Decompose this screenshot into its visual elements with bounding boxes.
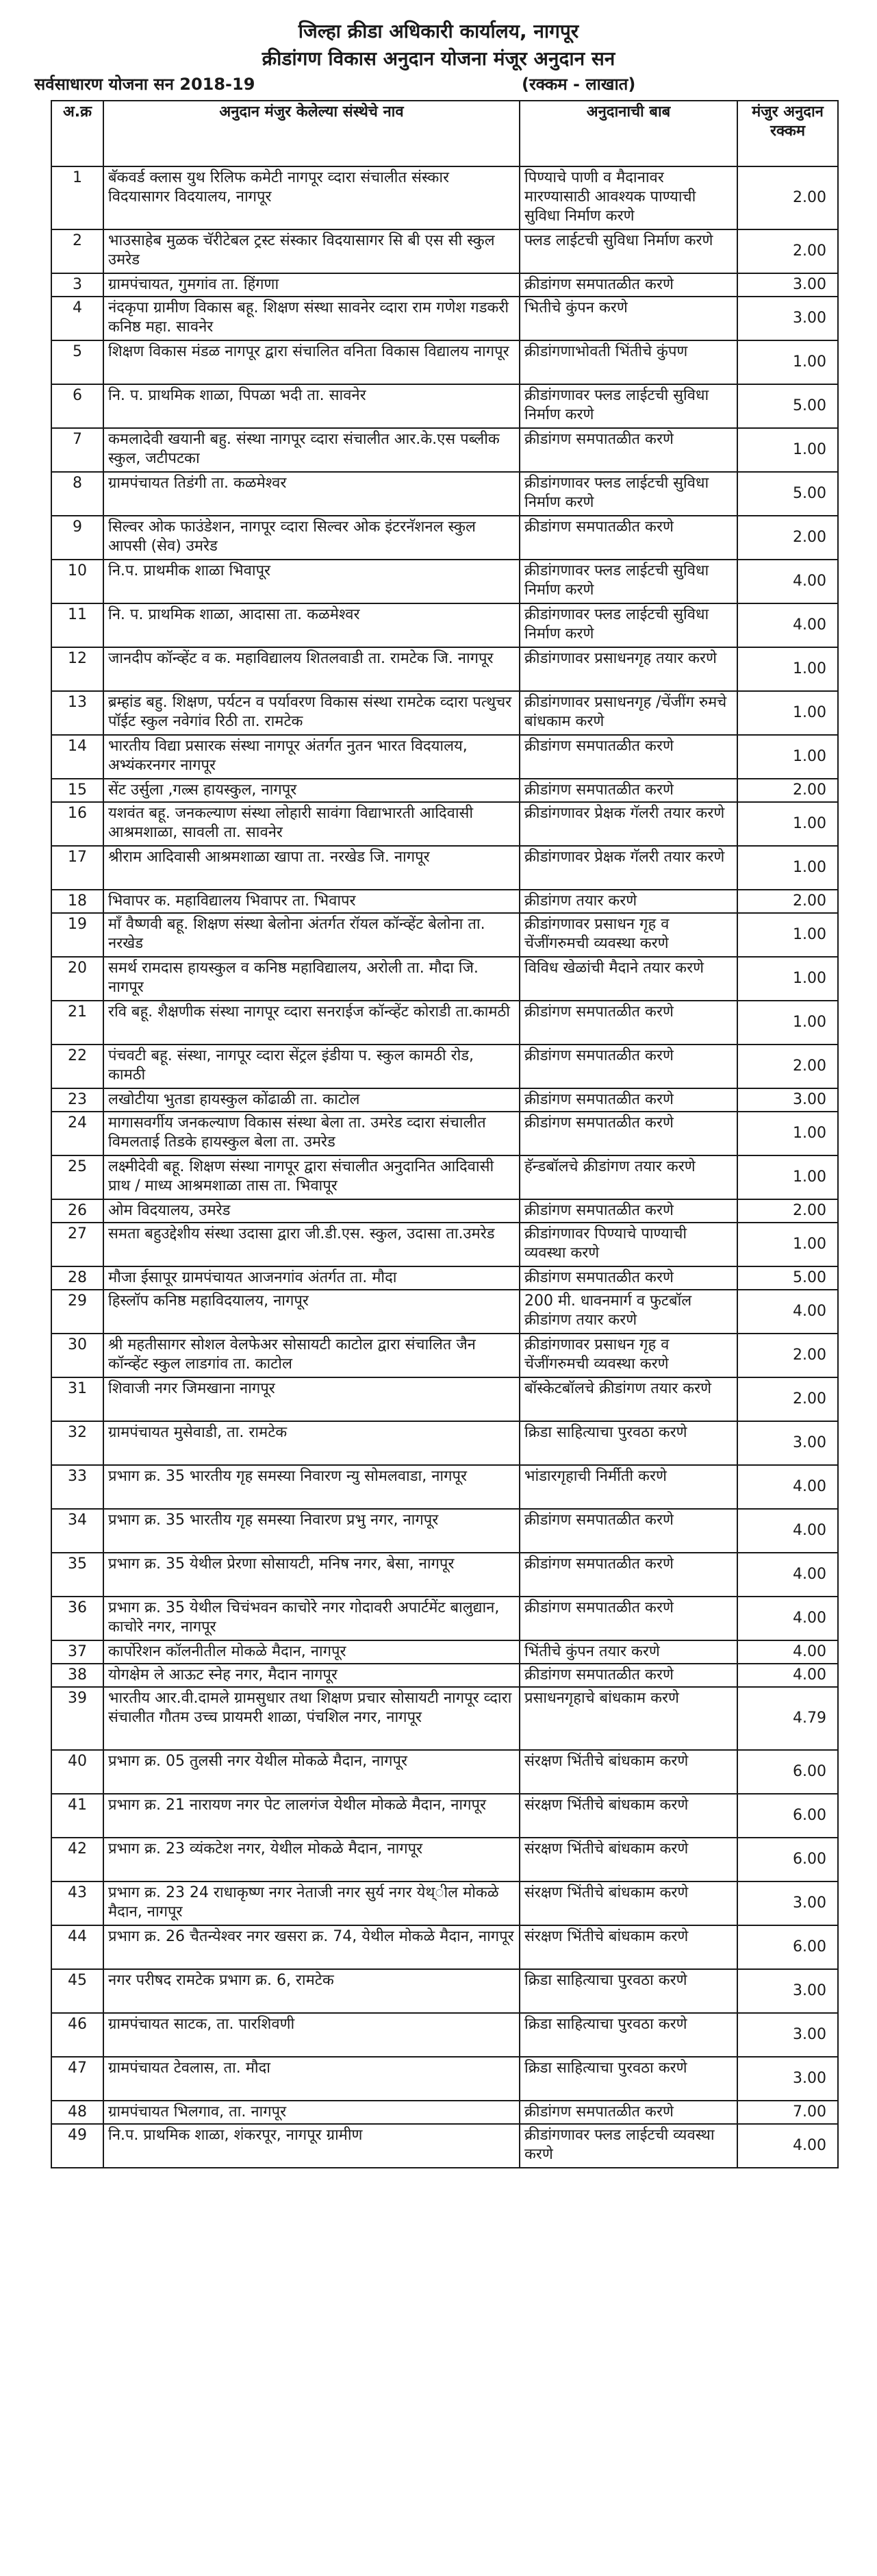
cell-serial: 27 bbox=[51, 1223, 103, 1266]
cell-grant-item: क्रीडांगण समपातळीत करणे bbox=[520, 1199, 737, 1223]
cell-amount: 1.00 bbox=[737, 1112, 838, 1155]
table-row bbox=[51, 1597, 838, 1640]
cell-amount: 1.00 bbox=[737, 340, 838, 384]
cell-grant-item: क्रीडांगण समपातळीत करणे bbox=[520, 1664, 737, 1687]
cell-amount: 5.00 bbox=[737, 1266, 838, 1290]
cell-institution: लक्ष्मीदेवी बहू. शिक्षण संस्था नागपूर द्वारा संचालीत अनुदानित आदिवासी प्राथ / माध्य आश्रमशाळा तास ता. भिवापूर bbox=[103, 1155, 520, 1199]
table-row bbox=[51, 2124, 838, 2168]
cell-amount: 2.00 bbox=[737, 166, 838, 229]
table-row bbox=[51, 957, 838, 1001]
table-row bbox=[51, 890, 838, 913]
cell-amount: 6.00 bbox=[737, 1925, 838, 1969]
cell-serial: 25 bbox=[51, 1155, 103, 1199]
cell-serial: 22 bbox=[51, 1045, 103, 1088]
cell-amount: 1.00 bbox=[737, 691, 838, 735]
table-row bbox=[51, 1377, 838, 1421]
cell-institution: प्रभाग क्र. 35 येथील प्रेरणा सोसायटी, मनिष नगर, बेसा, नागपूर bbox=[103, 1553, 520, 1597]
cell-serial: 17 bbox=[51, 846, 103, 890]
cell-institution: सेंट उर्सुला ,गल्र्स हायस्कुल, नागपूर bbox=[103, 779, 520, 802]
cell-grant-item: क्रीडांगणावर फ्लड लाईटची सुविधा निर्माण करणे bbox=[520, 603, 737, 647]
cell-institution: ग्रामपंचायत टेवलास, ता. मौदा bbox=[103, 2057, 520, 2101]
cell-grant-item: क्रीडांगण समपातळीत करणे bbox=[520, 1597, 737, 1640]
cell-amount: 5.00 bbox=[737, 384, 838, 428]
table-row bbox=[51, 1421, 838, 1465]
table-row bbox=[51, 384, 838, 428]
cell-grant-item: हॅन्डबॉलचे क्रीडांगण तयार करणे bbox=[520, 1155, 737, 1199]
amount-unit-label: (रक्कम - लाखात) bbox=[522, 75, 636, 94]
cell-institution: भारतीय विद्या प्रसारक संस्था नागपूर अंतर्गत नुतन भारत विदयालय, अभ्यंकरनगर नागपूर bbox=[103, 735, 520, 779]
cell-grant-item: संरक्षण भिंतीचे बांधकाम करणे bbox=[520, 1881, 737, 1925]
table-row bbox=[51, 166, 838, 229]
cell-amount: 3.00 bbox=[737, 1421, 838, 1465]
cell-serial: 44 bbox=[51, 1925, 103, 1969]
cell-institution: ग्रामपंचायत मुसेवाडी, ता. रामटेक bbox=[103, 1421, 520, 1465]
cell-grant-item: क्रीडांगणावर प्रसाधनगृह तयार करणे bbox=[520, 647, 737, 691]
cell-institution: माँ वैष्णवी बहू. शिक्षण संस्था बेलोना अंतर्गत रॉयल कॉन्व्हेंट बेलोना ता. नरखेड bbox=[103, 913, 520, 957]
title-line-1: जिल्हा क्रीडा अधिकारी कार्यालय, नागपूर bbox=[298, 20, 579, 42]
cell-grant-item: क्रीडांगण समपातळीत करणे bbox=[520, 1088, 737, 1112]
cell-serial: 36 bbox=[51, 1597, 103, 1640]
cell-grant-item: क्रिडा साहित्याचा पुरवठा करणे bbox=[520, 2013, 737, 2057]
cell-amount: 1.00 bbox=[737, 647, 838, 691]
cell-institution: प्रभाग क्र. 21 नारायण नगर पेट लालगंज येथील मोकळे मैदान, नागपूर bbox=[103, 1794, 520, 1838]
cell-grant-item: बॉस्केटबॉलचे क्रीडांगण तयार करणे bbox=[520, 1377, 737, 1421]
cell-grant-item: संरक्षण भिंतीचे बांधकाम करणे bbox=[520, 1838, 737, 1881]
column-header-serial: अ.क्र bbox=[51, 101, 103, 166]
cell-serial: 4 bbox=[51, 297, 103, 340]
cell-grant-item: क्रीडांगण समपातळीत करणे bbox=[520, 2101, 737, 2124]
cell-institution: ग्रामपंचायत साटक, ता. पारशिवणी bbox=[103, 2013, 520, 2057]
cell-institution: प्रभाग क्र. 23 व्यंकटेश नगर, येथील मोकळे मैदान, नागपूर bbox=[103, 1838, 520, 1881]
cell-institution: मौजा ईसापूर ग्रामपंचायत आजनगांव अंतर्गत ता. मौदा bbox=[103, 1266, 520, 1290]
table-row bbox=[51, 802, 838, 846]
cell-grant-item: क्रीडांगण समपातळीत करणे bbox=[520, 779, 737, 802]
cell-serial: 3 bbox=[51, 273, 103, 297]
cell-institution: प्रभाग क्र. 05 तुलसी नगर येथील मोकळे मैदान, नागपूर bbox=[103, 1750, 520, 1794]
table-row bbox=[51, 1664, 838, 1687]
cell-institution: योगक्षेम ले आऊट स्नेह नगर, मैदान नागपूर bbox=[103, 1664, 520, 1687]
cell-grant-item: भांडारगृहाची निर्मीती करणे bbox=[520, 1465, 737, 1509]
table-row bbox=[51, 913, 838, 957]
cell-institution: समता बहुउद्देशीय संस्था उदासा द्वारा जी.डी.एस. स्कुल, उदासा ता.उमरेड bbox=[103, 1223, 520, 1266]
cell-amount: 4.00 bbox=[737, 1640, 838, 1664]
cell-grant-item: क्रीडांगण तयार करणे bbox=[520, 890, 737, 913]
cell-institution: प्रभाग क्र. 26 चैतन्येश्वर नगर खसरा क्र. 74, येथील मोकळे मैदान, नागपूर bbox=[103, 1925, 520, 1969]
cell-institution: भारतीय आर.वी.दामले ग्रामसुधार तथा शिक्षण प्रचार सोसायटी नागपूर व्दारा संचालीत गौतम उच्च प्रायमरी शाळा, पंचशिल नगर, नागपूर bbox=[103, 1687, 520, 1750]
cell-amount: 2.00 bbox=[737, 516, 838, 560]
cell-grant-item: क्रीडांगणावर प्रेक्षक गॅलरी तयार करणे bbox=[520, 846, 737, 890]
cell-amount: 4.00 bbox=[737, 1509, 838, 1553]
cell-grant-item: क्रीडांगणावर पिण्याचे पाण्याची व्यवस्था करणे bbox=[520, 1223, 737, 1266]
cell-amount: 6.00 bbox=[737, 1794, 838, 1838]
cell-institution: मागासवर्गीय जनकल्याण विकास संस्था बेला ता. उमरेड व्दारा संचालीत विमलताई तिडके हायस्कुल बेला ता. उमरेड bbox=[103, 1112, 520, 1155]
cell-grant-item: क्रीडांगणावर प्रसाधन गृह व चेंजींगरुमची व्यवस्था करणे bbox=[520, 1334, 737, 1377]
table-row bbox=[51, 560, 838, 603]
table-row bbox=[51, 1334, 838, 1377]
cell-institution: शिवाजी नगर जिमखाना नागपूर bbox=[103, 1377, 520, 1421]
cell-grant-item: क्रीडांगण समपातळीत करणे bbox=[520, 1266, 737, 1290]
table-row bbox=[51, 2013, 838, 2057]
cell-amount: 4.00 bbox=[737, 1553, 838, 1597]
cell-serial: 9 bbox=[51, 516, 103, 560]
table-row bbox=[51, 2057, 838, 2101]
table-row bbox=[51, 1794, 838, 1838]
cell-serial: 20 bbox=[51, 957, 103, 1001]
table-row bbox=[51, 1969, 838, 2013]
cell-serial: 31 bbox=[51, 1377, 103, 1421]
cell-grant-item: क्रीडांगणावर फ्लड लाईटची सुविधा निर्माण करणे bbox=[520, 472, 737, 516]
cell-institution: प्रभाग क्र. 35 भारतीय गृह समस्या निवारण न्यु सोमलवाडा, नागपूर bbox=[103, 1465, 520, 1509]
cell-serial: 26 bbox=[51, 1199, 103, 1223]
cell-amount: 2.00 bbox=[737, 1045, 838, 1088]
cell-amount: 3.00 bbox=[737, 297, 838, 340]
cell-institution: कमलादेवी खयानी बहु. संस्था नागपूर व्दारा संचालीत आर.के.एस पब्लीक स्कुल, जटीपटका bbox=[103, 428, 520, 472]
table-row bbox=[51, 1925, 838, 1969]
cell-serial: 13 bbox=[51, 691, 103, 735]
cell-amount: 4.00 bbox=[737, 2124, 838, 2168]
table-row bbox=[51, 1088, 838, 1112]
cell-serial: 12 bbox=[51, 647, 103, 691]
table-row bbox=[51, 846, 838, 890]
table-row bbox=[51, 273, 838, 297]
cell-institution: ओम विदयालय, उमरेड bbox=[103, 1199, 520, 1223]
cell-amount: 4.00 bbox=[737, 603, 838, 647]
cell-grant-item: विविध खेळांची मैदाने तयार करणे bbox=[520, 957, 737, 1001]
cell-amount: 6.00 bbox=[737, 1838, 838, 1881]
cell-amount: 4.00 bbox=[737, 560, 838, 603]
cell-amount: 1.00 bbox=[737, 1001, 838, 1045]
table-row bbox=[51, 1266, 838, 1290]
cell-amount: 1.00 bbox=[737, 802, 838, 846]
cell-amount: 7.00 bbox=[737, 2101, 838, 2124]
cell-institution: ग्रामपंचायत भिलगाव, ता. नागपूर bbox=[103, 2101, 520, 2124]
cell-institution: यशवंत बहू. जनकल्याण संस्था लोहारी सावंगा विद्याभारती आदिवासी आश्रमशाळा, सावली ता. सावनेर bbox=[103, 802, 520, 846]
cell-institution: हिस्लॉप कनिष्ठ महाविदयालय, नागपूर bbox=[103, 1290, 520, 1334]
cell-grant-item: क्रीडांगणावर प्रसाधन गृह व चेंजींगरुमची व्यवस्था करणे bbox=[520, 913, 737, 957]
cell-serial: 6 bbox=[51, 384, 103, 428]
cell-amount: 3.00 bbox=[737, 1969, 838, 2013]
cell-institution: नि. प. प्राथमिक शाळा, आदासा ता. कळमेश्वर bbox=[103, 603, 520, 647]
cell-amount: 2.00 bbox=[737, 779, 838, 802]
cell-institution: सिल्वर ओक फाउंडेशन, नागपूर व्दारा सिल्वर ओक इंटरनॅशनल स्कुल आपसी (सेव) उमरेड bbox=[103, 516, 520, 560]
table-row bbox=[51, 1155, 838, 1199]
cell-amount: 4.00 bbox=[737, 1597, 838, 1640]
cell-amount: 3.00 bbox=[737, 1881, 838, 1925]
table-row bbox=[51, 647, 838, 691]
cell-grant-item: क्रीडांगण समपातळीत करणे bbox=[520, 1553, 737, 1597]
cell-amount: 1.00 bbox=[737, 913, 838, 957]
cell-serial: 33 bbox=[51, 1465, 103, 1509]
cell-grant-item: क्रीडांगण समपातळीत करणे bbox=[520, 735, 737, 779]
cell-institution: प्रभाग क्र. 23 24 राधाकृष्ण नगर नेताजी नगर सुर्य नगर येथ्ील मोकळे मैदान, नागपूर bbox=[103, 1881, 520, 1925]
table-row bbox=[51, 779, 838, 802]
cell-amount: 1.00 bbox=[737, 1155, 838, 1199]
cell-amount: 1.00 bbox=[737, 846, 838, 890]
cell-institution: नगर परीषद रामटेक प्रभाग क्र. 6, रामटेक bbox=[103, 1969, 520, 2013]
cell-serial: 11 bbox=[51, 603, 103, 647]
table-row bbox=[51, 2101, 838, 2124]
table-header-row bbox=[51, 101, 838, 166]
cell-serial: 8 bbox=[51, 472, 103, 516]
cell-amount: 3.00 bbox=[737, 2057, 838, 2101]
table-row bbox=[51, 735, 838, 779]
cell-grant-item: भिंतीचे कुंपन तयार करणे bbox=[520, 1640, 737, 1664]
cell-amount: 2.00 bbox=[737, 890, 838, 913]
cell-institution: बॅकवर्ड क्लास युथ रिलिफ कमेटी नागपूर व्दारा संचालीत संस्कार विदयासागर विदयालय, नागपूर bbox=[103, 166, 520, 229]
cell-institution: भाउसाहेब मुळक चॅरीटेबल ट्रस्ट संस्कार विदयासागर सि बी एस सी स्कुल उमरेड bbox=[103, 229, 520, 273]
cell-amount: 4.00 bbox=[737, 1664, 838, 1687]
cell-institution: नि.प. प्राथमीक शाळा भिवापूर bbox=[103, 560, 520, 603]
cell-serial: 35 bbox=[51, 1553, 103, 1597]
cell-serial: 21 bbox=[51, 1001, 103, 1045]
cell-institution: शिक्षण विकास मंडळ नागपूर द्वारा संचालित वनिता विकास विद्यालय नागपूर bbox=[103, 340, 520, 384]
cell-serial: 1 bbox=[51, 166, 103, 229]
cell-grant-item: क्रीडांगण समपातळीत करणे bbox=[520, 1045, 737, 1088]
cell-amount: 1.00 bbox=[737, 957, 838, 1001]
table-row bbox=[51, 691, 838, 735]
table-row bbox=[51, 1199, 838, 1223]
cell-institution: जानदीप कॉन्व्हेंट व क. महाविद्यालय शितलवाडी ता. रामटेक जि. नागपूर bbox=[103, 647, 520, 691]
table-row bbox=[51, 340, 838, 384]
cell-grant-item: क्रीडांगणाभोवती भिंतीचे कुंपण bbox=[520, 340, 737, 384]
cell-grant-item: क्रीडांगणावर प्रसाधनगृह /चेंजींग रुमचे बांधकाम करणे bbox=[520, 691, 737, 735]
cell-serial: 48 bbox=[51, 2101, 103, 2124]
cell-serial: 15 bbox=[51, 779, 103, 802]
cell-serial: 7 bbox=[51, 428, 103, 472]
table-row bbox=[51, 428, 838, 472]
cell-grant-item: क्रीडांगण समपातळीत करणे bbox=[520, 273, 737, 297]
cell-grant-item: क्रीडांगणावर फ्लड लाईटची सुविधा निर्माण करणे bbox=[520, 384, 737, 428]
cell-grant-item: क्रिडा साहित्याचा पुरवठा करणे bbox=[520, 1421, 737, 1465]
table-row bbox=[51, 1553, 838, 1597]
table-row bbox=[51, 1881, 838, 1925]
table-row bbox=[51, 1001, 838, 1045]
cell-amount: 1.00 bbox=[737, 1223, 838, 1266]
cell-amount: 4.79 bbox=[737, 1687, 838, 1750]
cell-serial: 2 bbox=[51, 229, 103, 273]
table-row bbox=[51, 1838, 838, 1881]
table-row bbox=[51, 229, 838, 273]
cell-serial: 30 bbox=[51, 1334, 103, 1377]
cell-serial: 39 bbox=[51, 1687, 103, 1750]
cell-institution: ब्रम्हांड बहु. शिक्षण, पर्यटन व पर्यावरण विकास संस्था रामटेक व्दारा पत्थुचर पॉईट स्कुल नवेगांव रिठी ता. रामटेक bbox=[103, 691, 520, 735]
cell-institution: रवि बहू. शैक्षणीक संस्था नागपूर व्दारा सनराईज कॉन्व्हेंट कोराडी ता.कामठी bbox=[103, 1001, 520, 1045]
cell-grant-item: फ्लड लाईटची सुविधा निर्माण करणे bbox=[520, 229, 737, 273]
table-row bbox=[51, 1750, 838, 1794]
cell-serial: 10 bbox=[51, 560, 103, 603]
cell-grant-item: क्रीडांगण समपातळीत करणे bbox=[520, 428, 737, 472]
cell-institution: श्री महतीसागर सोशल वेलफेअर सोसायटी काटोल द्वारा संचालित जैन कॉन्व्हेंट स्कुल लाडगांव ता. काटोल bbox=[103, 1334, 520, 1377]
column-header-amount: मंजुर अनुदान रक्कम bbox=[737, 101, 838, 166]
cell-serial: 19 bbox=[51, 913, 103, 957]
cell-grant-item: क्रिडा साहित्याचा पुरवठा करणे bbox=[520, 1969, 737, 2013]
cell-amount: 3.00 bbox=[737, 1088, 838, 1112]
cell-institution: नि. प. प्राथमिक शाळा, पिपळा भदी ता. सावनेर bbox=[103, 384, 520, 428]
cell-grant-item: पिण्याचे पाणी व मैदानावर मारण्यासाठी आवश्यक पाण्याची सुविधा निर्माण करणे bbox=[520, 166, 737, 229]
cell-amount: 2.00 bbox=[737, 1199, 838, 1223]
table-row bbox=[51, 1290, 838, 1334]
table-row bbox=[51, 1509, 838, 1553]
cell-institution: समर्थ रामदास हायस्कुल व कनिष्ठ महाविद्यालय, अरोली ता. मौदा जि. नागपूर bbox=[103, 957, 520, 1001]
table-row bbox=[51, 1112, 838, 1155]
table-row bbox=[51, 297, 838, 340]
cell-amount: 6.00 bbox=[737, 1750, 838, 1794]
cell-serial: 14 bbox=[51, 735, 103, 779]
cell-amount: 1.00 bbox=[737, 428, 838, 472]
cell-serial: 34 bbox=[51, 1509, 103, 1553]
table-row bbox=[51, 1223, 838, 1266]
cell-amount: 2.00 bbox=[737, 229, 838, 273]
cell-grant-item: 200 मी. धावनमार्ग व फुटबॉल क्रीडांगण तयार करणे bbox=[520, 1290, 737, 1334]
cell-amount: 2.00 bbox=[737, 1377, 838, 1421]
cell-institution: लखोटीया भुतडा हायस्कुल कोंढाळी ता. काटोल bbox=[103, 1088, 520, 1112]
cell-institution: प्रभाग क्र. 35 येथील चिचंभवन काचोरे नगर गोदावरी अपार्टमेंट बालुद्यान, काचोरे नगर, नागपूर bbox=[103, 1597, 520, 1640]
cell-grant-item: क्रीडांगण समपातळीत करणे bbox=[520, 1001, 737, 1045]
cell-institution: ग्रामपंचायत तिडंगी ता. कळमेश्वर bbox=[103, 472, 520, 516]
cell-serial: 43 bbox=[51, 1881, 103, 1925]
table-body bbox=[51, 166, 838, 2168]
table-row bbox=[51, 472, 838, 516]
cell-grant-item: क्रीडांगण समपातळीत करणे bbox=[520, 516, 737, 560]
table-row bbox=[51, 603, 838, 647]
cell-grant-item: क्रीडांगणावर फ्लड लाईटची व्यवस्था करणे bbox=[520, 2124, 737, 2168]
cell-institution: प्रभाग क्र. 35 भारतीय गृह समस्या निवारण प्रभु नगर, नागपूर bbox=[103, 1509, 520, 1553]
column-header-grant-item: अनुदानाची बाब bbox=[520, 101, 737, 166]
cell-serial: 47 bbox=[51, 2057, 103, 2101]
cell-grant-item: भितीचे कुंपन करणे bbox=[520, 297, 737, 340]
cell-serial: 29 bbox=[51, 1290, 103, 1334]
cell-grant-item: प्रसाधनगृहाचे बांधकाम करणे bbox=[520, 1687, 737, 1750]
cell-grant-item: क्रीडांगणावर फ्लड लाईटची सुविधा निर्माण करणे bbox=[520, 560, 737, 603]
cell-grant-item: संरक्षण भिंतीचे बांधकाम करणे bbox=[520, 1794, 737, 1838]
table-row bbox=[51, 1045, 838, 1088]
cell-serial: 16 bbox=[51, 802, 103, 846]
scheme-label: सर्वसाधारण योजना सन 2018-19 bbox=[34, 75, 255, 94]
cell-serial: 37 bbox=[51, 1640, 103, 1664]
cell-institution: श्रीराम आदिवासी आश्रमशाळा खापा ता. नरखेड जि. नागपूर bbox=[103, 846, 520, 890]
cell-grant-item: क्रीडांगण समपातळीत करणे bbox=[520, 1112, 737, 1155]
cell-amount: 3.00 bbox=[737, 273, 838, 297]
cell-serial: 32 bbox=[51, 1421, 103, 1465]
cell-serial: 46 bbox=[51, 2013, 103, 2057]
cell-amount: 2.00 bbox=[737, 1334, 838, 1377]
cell-serial: 5 bbox=[51, 340, 103, 384]
cell-institution: कार्पोरेशन कॉलनीतील मोकळे मैदान, नागपूर bbox=[103, 1640, 520, 1664]
cell-serial: 45 bbox=[51, 1969, 103, 2013]
cell-serial: 42 bbox=[51, 1838, 103, 1881]
cell-amount: 1.00 bbox=[737, 735, 838, 779]
title-line-2: क्रीडांगण विकास अनुदान योजना मंजूर अनुदान सन bbox=[262, 47, 615, 70]
cell-serial: 49 bbox=[51, 2124, 103, 2168]
cell-grant-item: संरक्षण भिंतीचे बांधकाम करणे bbox=[520, 1925, 737, 1969]
cell-institution: नि.प. प्राथमिक शाळा, शंकरपूर, नागपूर ग्रामीण bbox=[103, 2124, 520, 2168]
cell-serial: 40 bbox=[51, 1750, 103, 1794]
cell-institution: भिवापर क. महाविद्यालय भिवापर ता. भिवापर bbox=[103, 890, 520, 913]
table-row bbox=[51, 1640, 838, 1664]
table-row bbox=[51, 516, 838, 560]
cell-grant-item: संरक्षण भिंतीचे बांधकाम करणे bbox=[520, 1750, 737, 1794]
cell-serial: 18 bbox=[51, 890, 103, 913]
cell-serial: 41 bbox=[51, 1794, 103, 1838]
cell-serial: 24 bbox=[51, 1112, 103, 1155]
cell-institution: ग्रामपंचायत, गुमगांव ता. हिंगणा bbox=[103, 273, 520, 297]
cell-serial: 38 bbox=[51, 1664, 103, 1687]
table-row bbox=[51, 1687, 838, 1750]
cell-grant-item: क्रीडांगणावर प्रेक्षक गॅलरी तयार करणे bbox=[520, 802, 737, 846]
cell-institution: पंचवटी बहू. संस्था, नागपूर व्दारा सेंट्रल इंडीया प. स्कुल कामठी रोड, कामठी bbox=[103, 1045, 520, 1088]
cell-grant-item: क्रिडा साहित्याचा पुरवठा करणे bbox=[520, 2057, 737, 2101]
cell-amount: 4.00 bbox=[737, 1290, 838, 1334]
cell-serial: 23 bbox=[51, 1088, 103, 1112]
cell-amount: 5.00 bbox=[737, 472, 838, 516]
cell-grant-item: क्रीडांगण समपातळीत करणे bbox=[520, 1509, 737, 1553]
cell-institution: नंदकृपा ग्रामीण विकास बहू. शिक्षण संस्था सावनेर व्दारा राम गणेश गडकरी कनिष्ठ महा. सावनेर bbox=[103, 297, 520, 340]
table-row bbox=[51, 1465, 838, 1509]
cell-amount: 3.00 bbox=[737, 2013, 838, 2057]
cell-serial: 28 bbox=[51, 1266, 103, 1290]
column-header-institution: अनुदान मंजुर केलेल्या संस्थेचे नाव bbox=[103, 101, 520, 166]
cell-amount: 4.00 bbox=[737, 1465, 838, 1509]
grant-table bbox=[51, 100, 839, 2168]
